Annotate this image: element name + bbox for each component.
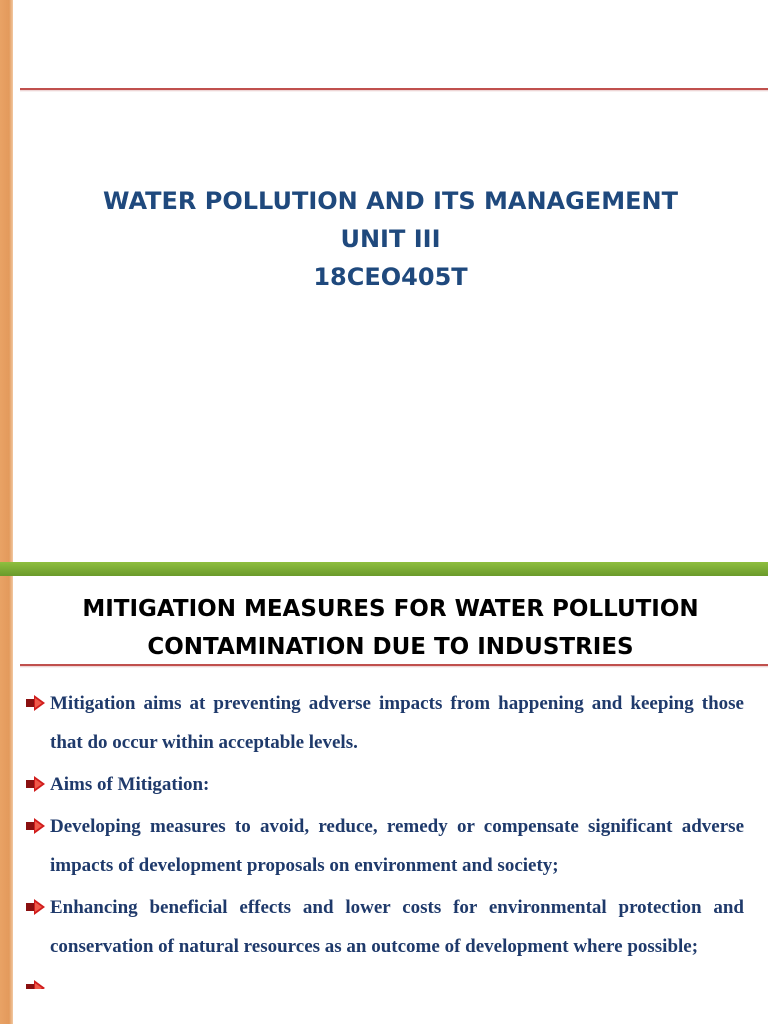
bullet-text: Mitigation aims at preventing adverse impacts from happening and keeping those that do occur within acceptable levels. bbox=[50, 693, 744, 753]
bullet-text: Developing measures to avoid, reduce, remedy or compensate significant adverse impacts of development proposals on environment and society; bbox=[50, 816, 744, 876]
title-line-code: 18CEO405T bbox=[313, 263, 468, 291]
red-arrow-bullet-icon bbox=[26, 774, 46, 794]
red-arrow-bullet-icon bbox=[26, 897, 46, 917]
list-item bbox=[26, 807, 744, 885]
heading-rule bbox=[20, 664, 768, 666]
list-item bbox=[26, 888, 744, 966]
slide-heading bbox=[13, 590, 768, 666]
slide-side-accent-bar bbox=[0, 0, 13, 562]
bullet-text: Aims of Mitigation: bbox=[50, 774, 210, 795]
red-arrow-bullet-icon bbox=[26, 978, 46, 989]
slide-title bbox=[13, 182, 768, 296]
content-slide bbox=[0, 576, 768, 1024]
red-arrow-bullet-icon bbox=[26, 816, 46, 836]
title-line-unit: UNIT III bbox=[340, 225, 441, 253]
heading-line-1: MITIGATION MEASURES FOR WATER POLLUTION bbox=[82, 596, 699, 622]
title-line-course: WATER POLLUTION AND ITS MANAGEMENT bbox=[103, 187, 678, 215]
list-item bbox=[26, 765, 744, 804]
bullet-list bbox=[26, 684, 744, 992]
slide-separator-band bbox=[0, 562, 768, 576]
list-item-partial bbox=[26, 969, 744, 989]
bullet-text: Enhancing beneficial effects and lower costs for environmental protection and conservation of natural resources as an outcome of development where possible; bbox=[50, 897, 744, 957]
heading-line-2: CONTAMINATION DUE TO INDUSTRIES bbox=[147, 634, 634, 660]
slide-side-accent-bar bbox=[0, 576, 13, 1024]
header-rule bbox=[20, 88, 768, 90]
red-arrow-bullet-icon bbox=[26, 693, 46, 713]
list-item bbox=[26, 684, 744, 762]
